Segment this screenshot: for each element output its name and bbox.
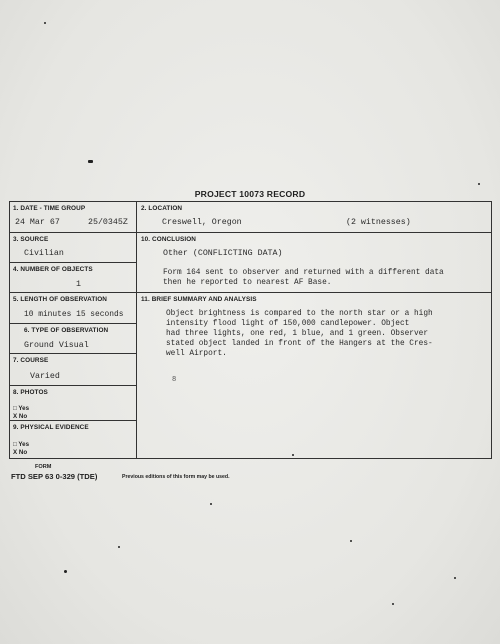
photos-yes-checkbox[interactable]: □ Yes <box>13 405 30 412</box>
date-value: 24 Mar 67 <box>15 218 60 227</box>
record-title: PROJECT 10073 RECORD <box>194 189 306 199</box>
type-obs-label: 6. TYPE OF OBSERVATION <box>24 327 109 334</box>
record-form <box>9 201 492 459</box>
num-objects-value: 1 <box>76 280 81 289</box>
physical-evidence-label: 9. PHYSICAL EVIDENCE <box>13 424 89 431</box>
location-label: 2. LOCATION <box>141 205 183 212</box>
location-value: Creswell, Oregon <box>162 218 242 227</box>
footer-form-word: FORM <box>35 464 52 470</box>
source-label: 3. SOURCE <box>13 236 49 243</box>
row-divider <box>10 292 491 293</box>
scan-speck <box>210 503 212 505</box>
summary-label: 11. BRIEF SUMMARY AND ANALYSIS <box>141 296 257 303</box>
photos-no-checkbox[interactable]: X No <box>13 413 28 420</box>
row-divider <box>10 262 136 263</box>
scan-speck <box>392 603 394 605</box>
footer-form-code: FTD SEP 63 0-329 (TDE) <box>11 472 98 481</box>
physical-yes-checkbox[interactable]: □ Yes <box>13 441 30 448</box>
scan-speck <box>118 546 120 548</box>
source-value: Civilian <box>24 249 64 258</box>
length-obs-label: 5. LENGTH OF OBSERVATION <box>13 296 108 303</box>
summary-line: Object brightness is compared to the north star or a high <box>166 310 433 318</box>
row-divider <box>10 420 136 421</box>
type-obs-value: Ground Visual <box>24 341 89 350</box>
summary-line: had three lights, one red, 1 blue, and 1 green. Observer <box>166 330 429 338</box>
time-value: 25/0345Z <box>88 218 128 227</box>
scan-speck <box>88 160 93 163</box>
summary-line: well Airport. <box>166 350 227 358</box>
conclusion-note-line2: then he reported to nearest AF Base. <box>163 279 332 287</box>
photos-label: 8. PHOTOS <box>13 389 48 396</box>
length-obs-value: 10 minutes 15 seconds <box>24 310 124 319</box>
num-objects-label: 4. NUMBER OF OBJECTS <box>13 266 93 273</box>
row-divider <box>10 385 136 386</box>
footer-editions-note: Previous editions of this form may be used. <box>122 474 230 480</box>
summary-line: intensity flood light of 150,000 candlepower. Object <box>166 320 410 328</box>
conclusion-value: Other (CONFLICTING DATA) <box>163 249 283 258</box>
summary-mark: 8 <box>172 376 177 384</box>
conclusion-label: 10. CONCLUSION <box>141 236 197 243</box>
row-divider <box>10 323 136 324</box>
course-label: 7. COURSE <box>13 357 49 364</box>
date-time-label: 1. DATE - TIME GROUP <box>13 205 86 212</box>
scan-speck <box>454 577 456 579</box>
column-divider <box>136 202 137 458</box>
conclusion-note-line1: Form 164 sent to observer and returned with a different data <box>163 269 444 277</box>
course-value: Varied <box>30 372 60 381</box>
scan-speck <box>64 570 67 573</box>
row-divider <box>10 353 136 354</box>
scan-speck <box>44 22 46 24</box>
scan-speck <box>478 183 480 185</box>
summary-line: stated object landed in front of the Hangers at the Cres- <box>166 340 433 348</box>
row-divider <box>10 232 491 233</box>
witnesses-value: (2 witnesses) <box>346 218 411 227</box>
physical-no-checkbox[interactable]: X No <box>13 449 28 456</box>
scan-speck <box>350 540 352 542</box>
